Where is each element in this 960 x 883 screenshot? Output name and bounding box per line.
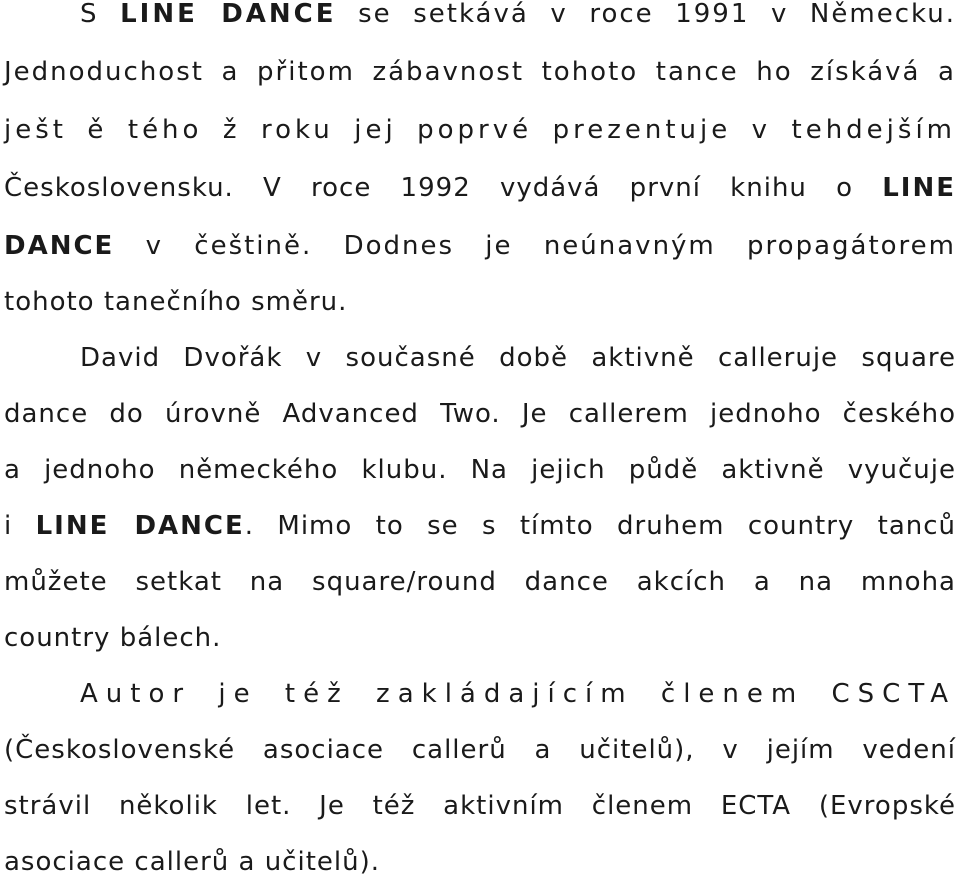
- text-run: David Dvořák v současné době aktivně calleruje square: [80, 343, 956, 373]
- text-run: . Mimo to se s tímto druhem country tanců: [244, 511, 956, 541]
- paragraph-2-line-3: [4, 450, 956, 490]
- paragraph-1-line-1: [4, 0, 956, 34]
- text-run: Autor je též zakládajícím členem CSCTA: [80, 679, 956, 709]
- text-run: ješt ě tého ž roku jej poprvé prezentuje v tehdejším: [4, 115, 956, 145]
- text-run: Československu. V roce 1992 vydává první knihu o: [4, 173, 883, 203]
- text-run: S: [80, 0, 121, 29]
- paragraph-1-line-4: [4, 168, 956, 208]
- paragraph-2-line-1: [4, 338, 956, 378]
- bold-term-line: LINE: [882, 173, 956, 203]
- paragraph-1-line-3: [4, 110, 956, 150]
- paragraph-2-line-6: [4, 618, 956, 658]
- text-run: se setkává v roce 1991 v Německu.: [336, 0, 956, 29]
- text-run: tohoto tanečního směru.: [4, 287, 348, 317]
- paragraph-1-line-6: [4, 282, 956, 322]
- document-page: [4, 0, 956, 883]
- paragraph-2-line-2: [4, 394, 956, 434]
- text-run: můžete setkat na square/round dance akcích a na mnoha: [4, 567, 956, 597]
- bold-term-line-dance: LINE DANCE: [35, 511, 245, 541]
- bold-term-line-dance: LINE DANCE: [120, 0, 337, 29]
- text-run: i: [4, 511, 36, 541]
- paragraph-3-line-1: [4, 674, 956, 714]
- paragraph-2-line-4: [4, 506, 956, 546]
- paragraph-3-line-2: [4, 730, 956, 770]
- paragraph-1-line-2: [4, 52, 956, 92]
- paragraph-3-line-3: [4, 786, 956, 826]
- text-run: v češtině. Dodnes je neúnavným propagátorem: [114, 231, 956, 261]
- text-run: Jednoduchost a přitom zábavnost tohoto tance ho získává a: [4, 57, 956, 87]
- text-run: dance do úrovně Advanced Two. Je callerem jednoho českého: [4, 399, 956, 429]
- paragraph-3-line-4: [4, 842, 956, 882]
- text-run: (Československé asociace callerů a učitelů), v jejím vedení: [4, 735, 956, 765]
- text-run: country bálech.: [4, 623, 222, 653]
- paragraph-1-line-5: [4, 226, 956, 266]
- paragraph-2-line-5: [4, 562, 956, 602]
- text-run: a jednoho německého klubu. Na jejich půdě aktivně vyučuje: [4, 455, 956, 485]
- bold-term-dance: DANCE: [4, 231, 115, 261]
- text-run: strávil několik let. Je též aktivním členem ECTA (Evropské: [4, 791, 956, 821]
- text-run: asociace callerů a učitelů).: [4, 847, 380, 877]
